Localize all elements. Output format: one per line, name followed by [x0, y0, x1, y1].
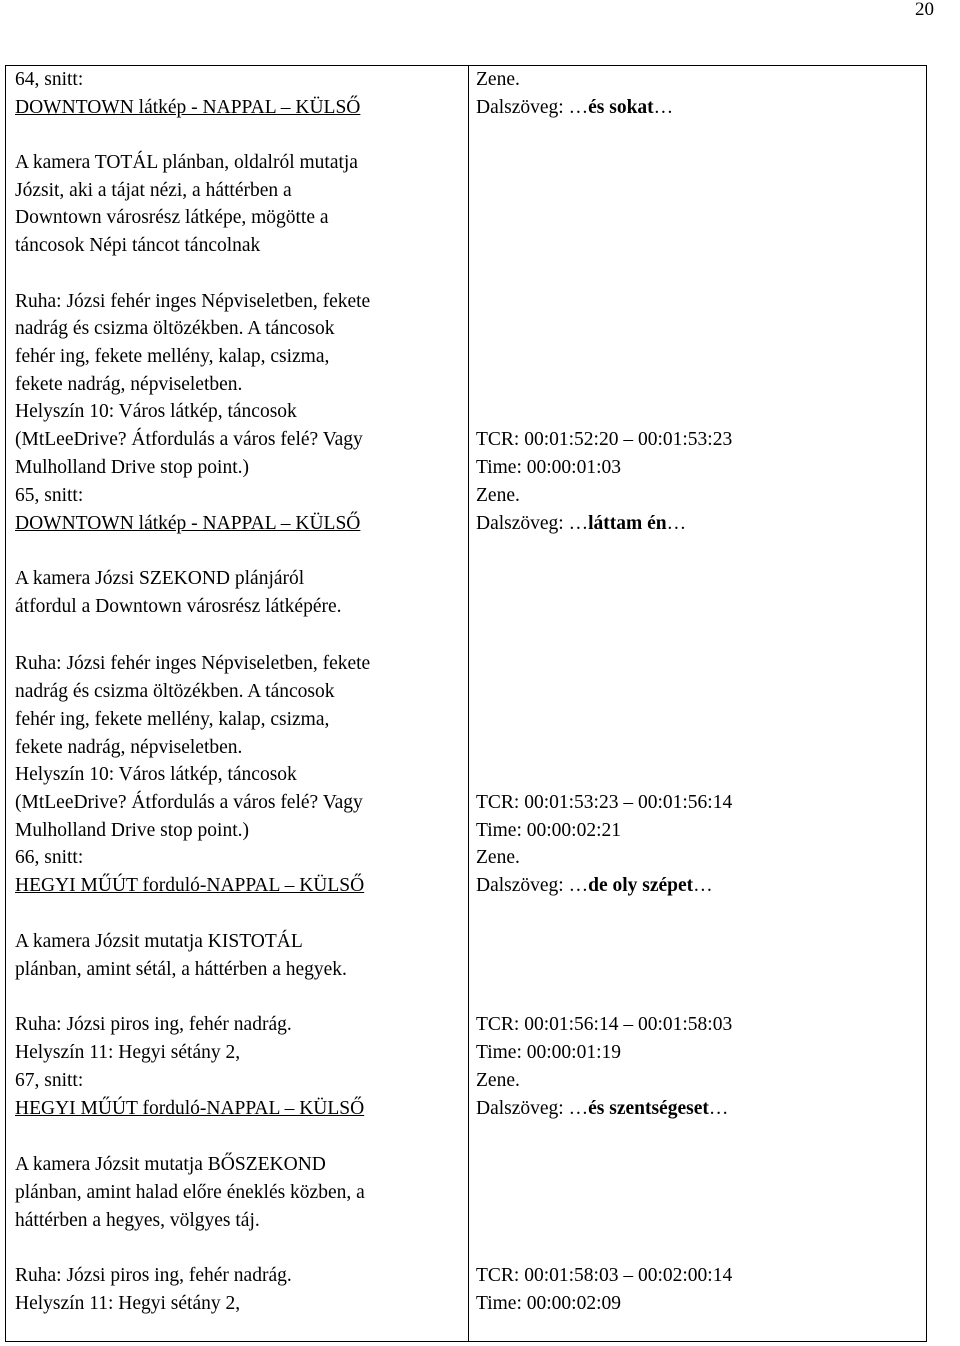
shot-64-desc-line: táncosok Népi táncot táncolnak: [15, 235, 261, 256]
shot-64-title: DOWNTOWN látkép - NAPPAL – KÜLSŐ: [15, 97, 361, 118]
shot-66-title: HEGYI MŰÚT forduló-NAPPAL – KÜLSŐ: [15, 875, 365, 896]
script-table: [5, 65, 927, 1342]
shot-64-heading: 64, snitt:: [15, 69, 84, 90]
shot-66-desc-line: A kamera Józsit mutatja KISTOTÁL: [15, 931, 303, 952]
shot-66-heading: 66, snitt:: [15, 847, 84, 868]
shot-64-duration: Time: 00:00:01:03: [476, 457, 622, 478]
lyrics-text: és szentségeset: [588, 1098, 709, 1119]
lyrics-ellipsis: …: [653, 97, 674, 118]
shot-65-heading: 65, snitt:: [15, 485, 84, 506]
lyrics-ellipsis: …: [666, 513, 687, 534]
shot-66-music: Zene.: [476, 847, 520, 868]
shot-64-costume-line: nadrág és csizma öltözékben. A táncosok: [15, 318, 335, 339]
shot-67-desc-line: A kamera Józsit mutatja BŐSZEKOND: [15, 1154, 326, 1175]
shot-67-title: HEGYI MŰÚT forduló-NAPPAL – KÜLSŐ: [15, 1098, 365, 1119]
shot-65-location-line: (MtLeeDrive? Átfordulás a város felé? Vagy: [15, 792, 363, 813]
shot-65-costume-line: Ruha: Józsi fehér inges Népviseletben, fekete: [15, 653, 371, 674]
shot-65-costume-line: nadrág és csizma öltözékben. A táncosok: [15, 681, 335, 702]
shot-65-music: Zene.: [476, 485, 520, 506]
lyrics-ellipsis: …: [693, 875, 713, 896]
shot-65-title: DOWNTOWN látkép - NAPPAL – KÜLSŐ: [15, 513, 361, 534]
shot-65-lyrics: [476, 510, 686, 538]
shot-67-location-line: Helyszín 11: Hegyi sétány 2,: [15, 1293, 241, 1314]
shot-67-desc-line: plánban, amint halad előre éneklés közben, a: [15, 1182, 365, 1203]
page-number: 20: [915, 0, 934, 20]
column-divider: [468, 66, 469, 1341]
lyrics-label: Dalszöveg: …: [476, 97, 589, 118]
lyrics-label: Dalszöveg: …: [476, 875, 589, 896]
shot-64-costume-line: fekete nadrág, népviseletben.: [15, 374, 243, 395]
lyrics-ellipsis: …: [708, 1098, 729, 1119]
shot-65-costume-line: fehér ing, fekete mellény, kalap, csizma,: [15, 709, 330, 730]
shot-66-costume-line: Ruha: Józsi piros ing, fehér nadrág.: [15, 1014, 292, 1035]
shot-66-location-line: Helyszín 11: Hegyi sétány 2,: [15, 1042, 241, 1063]
shot-64-location-line: Mulholland Drive stop point.): [15, 457, 249, 478]
shot-64-desc-line: A kamera TOTÁL plánban, oldalról mutatja: [15, 152, 358, 173]
shot-66-desc-line: plánban, amint sétál, a háttérben a hegyek.: [15, 959, 347, 980]
shot-65-location-line: Mulholland Drive stop point.): [15, 820, 249, 841]
shot-64-location-line: Helyszín 10: Város látkép, táncosok: [15, 401, 297, 422]
shot-64-lyrics: [476, 94, 673, 122]
shot-66-timecode: TCR: 00:01:56:14 – 00:01:58:03: [476, 1014, 733, 1035]
lyrics-label: Dalszöveg: …: [476, 1098, 589, 1119]
shot-67-lyrics: [476, 1095, 728, 1123]
shot-64-location-line: (MtLeeDrive? Átfordulás a város felé? Vagy: [15, 429, 363, 450]
shot-67-duration: Time: 00:00:02:09: [476, 1293, 622, 1314]
shot-64-music: Zene.: [476, 69, 520, 90]
shot-67-desc-line: háttérben a hegyes, völgyes táj.: [15, 1210, 260, 1231]
shot-65-desc-line: átfordul a Downtown városrész látképére.: [15, 596, 342, 617]
shot-65-duration: Time: 00:00:02:21: [476, 820, 622, 841]
lyrics-text: de oly szépet: [588, 875, 694, 896]
shot-64-costume-line: Ruha: Józsi fehér inges Népviseletben, fekete: [15, 291, 371, 312]
lyrics-label: Dalszöveg: …: [476, 513, 589, 534]
shot-66-duration: Time: 00:00:01:19: [476, 1042, 622, 1063]
shot-67-timecode: TCR: 00:01:58:03 – 00:02:00:14: [476, 1265, 733, 1286]
shot-65-timecode: TCR: 00:01:53:23 – 00:01:56:14: [476, 792, 733, 813]
shot-65-desc-line: A kamera Józsi SZEKOND plánjáról: [15, 568, 305, 589]
shot-66-lyrics: [476, 872, 713, 900]
lyrics-text: és sokat: [588, 97, 654, 118]
shot-64-costume-line: fehér ing, fekete mellény, kalap, csizma,: [15, 346, 330, 367]
shot-65-costume-line: fekete nadrág, népviseletben.: [15, 737, 243, 758]
shot-67-music: Zene.: [476, 1070, 520, 1091]
shot-67-heading: 67, snitt:: [15, 1070, 84, 1091]
shot-65-location-line: Helyszín 10: Város látkép, táncosok: [15, 764, 297, 785]
lyrics-text: láttam én: [588, 513, 667, 534]
shot-64-desc-line: Józsit, aki a tájat nézi, a háttérben a: [15, 180, 292, 201]
shot-67-costume-line: Ruha: Józsi piros ing, fehér nadrág.: [15, 1265, 292, 1286]
shot-64-timecode: TCR: 00:01:52:20 – 00:01:53:23: [476, 429, 733, 450]
shot-64-desc-line: Downtown városrész látképe, mögötte a: [15, 207, 329, 228]
